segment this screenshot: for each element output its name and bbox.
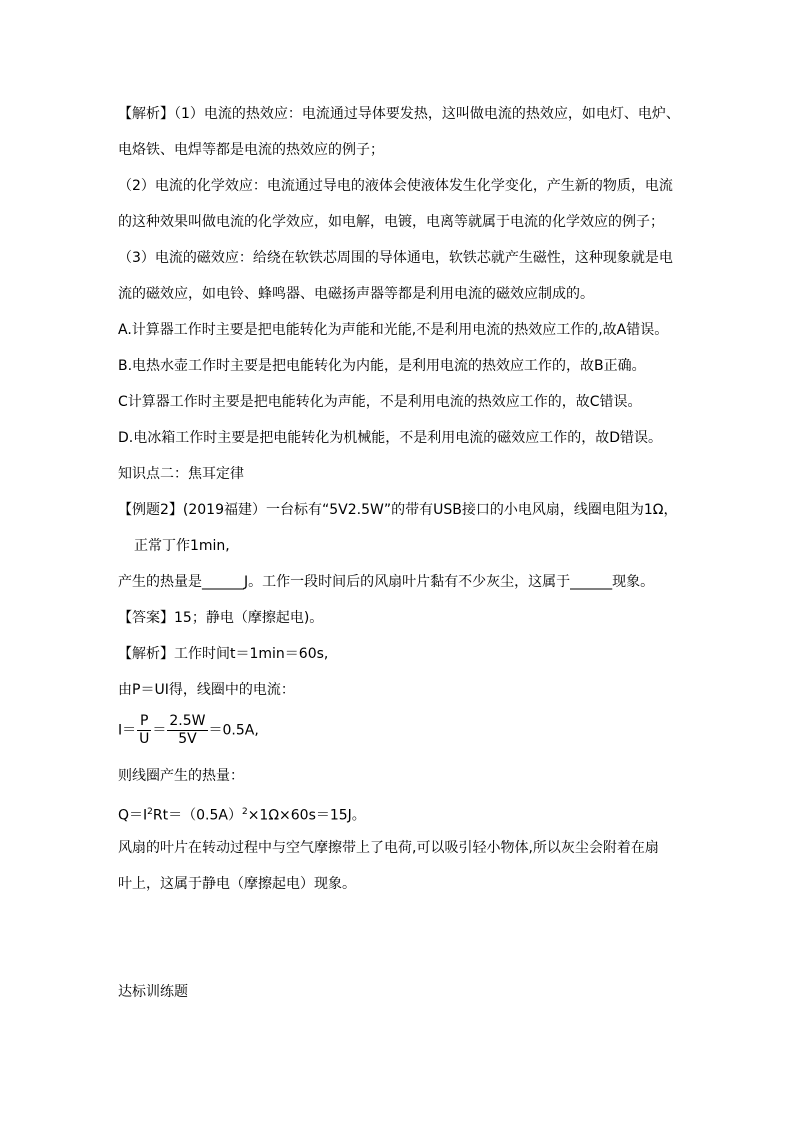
analysis1-line5: （3）电流的磁效应：给绕在软铁芯周围的导体通电，软铁芯就产生磁性，这种现象就是电 [118,250,673,266]
example2-question-line2: 正常丁作1min, [134,538,230,554]
analysis1-line1: 【解析】（1）电流的热效应：电流通过导体要发热，这叫做电流的热效应，如电灯、电炉、 [118,106,680,122]
fraction-u: U [139,731,150,747]
conclusion-line1: 风扇的叶片在转动过程中与空气摩擦带上了电荷,可以吸引轻小物体,所以灰尘会附着在扇 [118,840,659,856]
analysis1-line3: （2）电流的化学效应：电流通过导电的液体会使液体发生化学变化，产生新的物质，电流 [118,178,673,194]
heat-formula-part2: Rt＝（0.5A） [152,807,242,824]
conclusion-line2: 叶上，这属于静电（摩擦起电）现象。 [118,876,356,892]
section-title: 达标训练题 [118,984,188,1000]
fraction-voltage: 5V [178,731,197,747]
option-c: C计算器工作时主要是把电能转化为声能，不是利用电流的热效应工作的，故C错误。 [118,394,642,410]
formula-eq: ＝ [152,722,167,739]
current-formula [118,713,684,748]
heat-formula-part1: Q＝I [118,807,148,824]
example2-question-line1: 【例题2】(2019福建）一台标有“5V2.5W”的带有USB接口的小电风扇，线圈电阻为1Ω， [118,502,678,518]
analysis1-line2: 电烙铁、电焊等都是电流的热效应的例子； [118,142,384,158]
heat-formula-part3: ×1Ω×60s＝15J。 [247,807,366,824]
example2-question-line3: 产生的热量是______J。工作一段时间后的风扇叶片黏有不少灰尘，这属于______现象。 [118,574,655,590]
example2-analysis-line1: 【解析】工作时间t＝1min＝60s, [118,646,329,662]
fraction-p-over-u [137,713,151,748]
heat-formula-sup2: 2 [241,807,248,817]
formula-result: ＝0.5A, [208,722,259,739]
option-d: D.电冰箱工作时主要是把电能转化为机械能，不是利用电流的磁效应工作的，故D错误。 [118,430,663,446]
option-b: B.电热水壶工作时主要是把电能转化为内能，是利用电流的热效应工作的，故B正确。 [118,358,646,374]
option-a: A.计算器工作时主要是把电能转化为声能和光能,不是利用电流的热效应工作的,故A错误。 [118,322,669,338]
example2-analysis-line2: 由P＝UI得，线圈中的电流： [118,682,295,698]
example2-analysis-line3: 则线圈产生的热量： [118,768,244,784]
analysis1-line4: 的这种效果叫做电流的化学效应，如电解，电镀，电离等就属于电流的化学效应的例子； [118,214,664,230]
fraction-power-over-voltage [167,713,207,748]
heat-formula-sup1: 2 [147,807,153,817]
analysis1-line6: 流的磁效应，如电铃、蜂鸣器、电磁扬声器等都是利用电流的磁效应制成的。 [118,286,594,302]
fraction-p: P [137,713,151,731]
knowledge-point-heading: 知识点二：焦耳定律 [118,466,244,482]
fraction-power: 2.5W [169,713,206,729]
formula-lhs: I＝ [118,722,137,739]
heat-formula [118,803,684,825]
example2-answer: 【答案】15；静电（摩擦起电)。 [118,610,324,626]
